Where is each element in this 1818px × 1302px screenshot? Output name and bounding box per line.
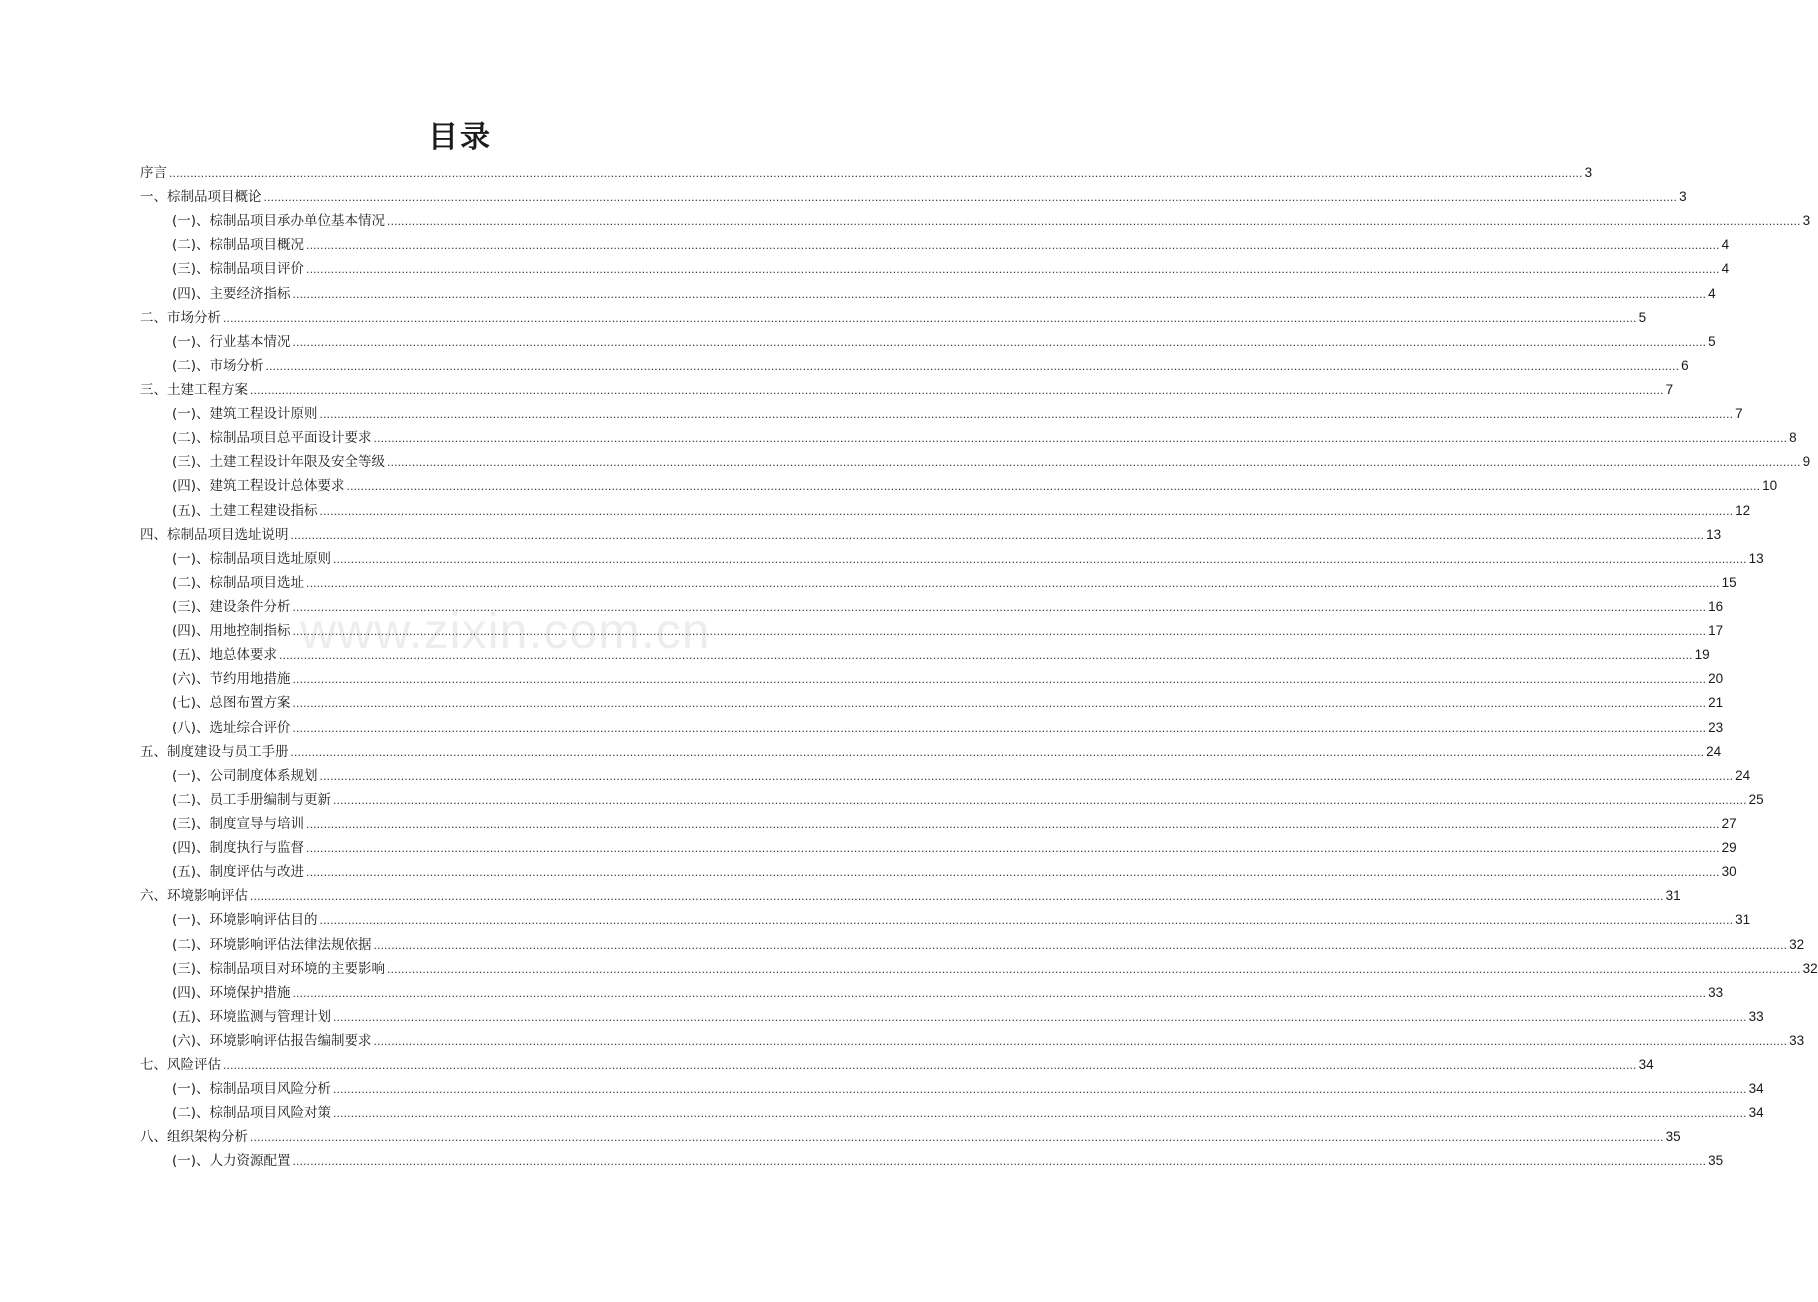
toc-entry-label: (一)、人力资源配置 [172, 1153, 291, 1170]
toc-entry-page-number: 15 [1721, 574, 1737, 590]
toc-entry-page-number: 32 [1802, 960, 1818, 976]
toc-entry-page-number: 10 [1762, 478, 1778, 494]
toc-entry[interactable] [140, 860, 1737, 884]
toc-dot-leader: ................................................................................................................................................................................................................................................................................................................................................................................................................ [373, 431, 1788, 446]
page-title: 目录 [428, 120, 492, 155]
toc-dot-leader: ................................................................................................................................................................................................................................................................................................................................................................................................................ [250, 382, 1664, 397]
toc-entry[interactable] [140, 595, 1724, 619]
toc-dot-leader: ................................................................................................................................................................................................................................................................................................................................................................................................................ [333, 1082, 1747, 1097]
toc-entry[interactable] [140, 908, 1751, 932]
toc-dot-leader: ................................................................................................................................................................................................................................................................................................................................................................................................................ [223, 310, 1637, 325]
toc-entry-label: 三、土建工程方案 [140, 381, 248, 398]
toc-entry[interactable] [140, 957, 1818, 981]
toc-entry[interactable] [140, 330, 1716, 354]
toc-dot-leader: ................................................................................................................................................................................................................................................................................................................................................................................................................ [292, 599, 1707, 614]
toc-entry-label: 四、棕制品项目选址说明 [140, 526, 289, 543]
toc-entry-page-number: 9 [1802, 454, 1811, 470]
toc-entry[interactable] [140, 1149, 1724, 1173]
toc-entry-label: (三)、建设条件分析 [172, 598, 291, 615]
toc-entry-label: (一)、环境影响评估目的 [172, 912, 318, 929]
toc-entry[interactable] [140, 1029, 1805, 1053]
toc-entry-page-number: 6 [1681, 357, 1689, 373]
toc-entry[interactable] [140, 233, 1730, 257]
watermark: www.zixin.com.cn [300, 603, 711, 659]
toc-entry-page-number: 16 [1708, 598, 1724, 614]
toc-dot-leader: ................................................................................................................................................................................................................................................................................................................................................................................................................ [387, 214, 1801, 229]
toc-entry-page-number: 32 [1789, 936, 1805, 952]
toc-dot-leader: ................................................................................................................................................................................................................................................................................................................................................................................................................ [292, 985, 1707, 1000]
toc-entry[interactable] [140, 571, 1737, 595]
toc-dot-leader: ................................................................................................................................................................................................................................................................................................................................................................................................................ [292, 1154, 1707, 1169]
toc-dot-leader: ................................................................................................................................................................................................................................................................................................................................................................................................................ [306, 238, 1720, 253]
toc-entry-page-number: 33 [1748, 1008, 1764, 1024]
toc-entry-label: (七)、总图布置方案 [172, 695, 291, 712]
toc-entry[interactable] [140, 1101, 1764, 1125]
toc-dot-leader: ................................................................................................................................................................................................................................................................................................................................................................................................................ [292, 286, 1707, 301]
toc-entry[interactable] [140, 306, 1647, 330]
toc-entry[interactable] [140, 812, 1737, 836]
toc-entry-page-number: 34 [1748, 1081, 1764, 1097]
toc-entry-page-number: 4 [1721, 237, 1730, 253]
toc-dot-leader: ................................................................................................................................................................................................................................................................................................................................................................................................................ [306, 816, 1720, 831]
toc-entry-page-number: 27 [1721, 815, 1737, 831]
toc-dot-leader: ................................................................................................................................................................................................................................................................................................................................................................................................................ [292, 672, 1707, 687]
toc-entry-page-number: 13 [1706, 526, 1722, 542]
toc-dot-leader: ................................................................................................................................................................................................................................................................................................................................................................................................................ [290, 527, 1705, 542]
toc-dot-leader: ................................................................................................................................................................................................................................................................................................................................................................................................................ [333, 1009, 1747, 1024]
toc-dot-leader: ................................................................................................................................................................................................................................................................................................................................................................................................................ [306, 841, 1720, 856]
toc-entry-page-number: 20 [1708, 671, 1724, 687]
toc-entry-label: (六)、环境影响评估报告编制要求 [172, 1032, 372, 1049]
toc-entry[interactable] [140, 1053, 1654, 1077]
toc-entry-label: (一)、棕制品项目选址原则 [172, 550, 332, 567]
toc-entry-page-number: 12 [1735, 502, 1751, 518]
toc-entry-label: (四)、环境保护措施 [172, 984, 291, 1001]
toc-entry-label: 七、风险评估 [140, 1057, 221, 1074]
toc-entry-label: (三)、棕制品项目评价 [172, 261, 305, 278]
toc-entry-page-number: 4 [1708, 285, 1716, 301]
toc-entry[interactable] [140, 282, 1716, 306]
toc-entry-page-number: 35 [1665, 1129, 1681, 1145]
toc-entry-page-number: 7 [1665, 381, 1674, 397]
toc-entry-label: (一)、行业基本情况 [172, 333, 291, 350]
toc-entry[interactable] [140, 788, 1764, 812]
toc-dot-leader: ................................................................................................................................................................................................................................................................................................................................................................................................................ [373, 1033, 1788, 1048]
toc-entry-label: 一、棕制品项目概论 [140, 189, 262, 206]
toc-entry-label: (六)、节约用地措施 [172, 671, 291, 688]
toc-entry-label: (二)、环境影响评估法律法规依据 [172, 936, 372, 953]
toc-entry-page-number: 5 [1638, 309, 1647, 325]
toc-entry-label: (二)、棕制品项目风险对策 [172, 1105, 332, 1122]
toc-dot-leader: ................................................................................................................................................................................................................................................................................................................................................................................................................ [263, 190, 1678, 205]
toc-dot-leader: ................................................................................................................................................................................................................................................................................................................................................................................................................ [319, 768, 1734, 783]
toc-entry-label: (五)、制度评估与改进 [172, 864, 305, 881]
toc-entry-label: (五)、土建工程建设指标 [172, 502, 318, 519]
toc-dot-leader: ................................................................................................................................................................................................................................................................................................................................................................................................................ [387, 455, 1801, 470]
toc-entry-page-number: 31 [1665, 888, 1681, 904]
toc-dot-leader: ................................................................................................................................................................................................................................................................................................................................................................................................................ [319, 407, 1734, 422]
toc-entry[interactable] [140, 691, 1724, 715]
toc-entry-page-number: 5 [1708, 333, 1716, 349]
toc-dot-leader: ................................................................................................................................................................................................................................................................................................................................................................................................................ [292, 334, 1707, 349]
toc-entry-page-number: 33 [1789, 1032, 1805, 1048]
toc-entry[interactable] [140, 981, 1724, 1005]
toc-entry-label: 六、环境影响评估 [140, 888, 248, 905]
toc-entry-label: (一)、建筑工程设计原则 [172, 406, 318, 423]
toc-dot-leader: ................................................................................................................................................................................................................................................................................................................................................................................................................ [319, 913, 1734, 928]
toc-entry[interactable] [140, 209, 1811, 233]
toc-dot-leader: ................................................................................................................................................................................................................................................................................................................................................................................................................ [306, 262, 1720, 277]
toc-entry-page-number: 8 [1789, 430, 1797, 446]
toc-entry[interactable] [140, 667, 1724, 691]
toc-entry[interactable] [140, 1077, 1764, 1101]
toc-entry-page-number: 19 [1694, 647, 1710, 663]
toc-dot-leader: ................................................................................................................................................................................................................................................................................................................................................................................................................ [306, 865, 1720, 880]
toc-entry[interactable] [140, 884, 1681, 908]
toc-entry-label: (二)、棕制品项目总平面设计要求 [172, 430, 372, 447]
toc-dot-leader: ................................................................................................................................................................................................................................................................................................................................................................................................................ [290, 744, 1705, 759]
table-of-contents [140, 161, 1818, 1174]
toc-entry-label: (一)、棕制品项目风险分析 [172, 1081, 332, 1098]
toc-dot-leader: ................................................................................................................................................................................................................................................................................................................................................................................................................ [265, 358, 1680, 373]
toc-dot-leader: ................................................................................................................................................................................................................................................................................................................................................................................................................ [333, 792, 1747, 807]
toc-dot-leader: ................................................................................................................................................................................................................................................................................................................................................................................................................ [250, 889, 1664, 904]
toc-entry-label: (四)、用地控制指标 [172, 623, 291, 640]
toc-entry-label: 序言 [140, 165, 167, 181]
toc-entry-page-number: 4 [1721, 261, 1730, 277]
toc-entry[interactable] [140, 257, 1730, 281]
toc-entry[interactable] [140, 161, 1593, 185]
toc-entry[interactable] [140, 402, 1743, 426]
toc-entry-label: (二)、棕制品项目选址 [172, 574, 305, 591]
toc-entry[interactable] [140, 933, 1805, 957]
toc-entry-page-number: 29 [1721, 840, 1737, 856]
toc-entry-page-number: 34 [1748, 1105, 1764, 1121]
toc-dot-leader: ................................................................................................................................................................................................................................................................................................................................................................................................................ [319, 503, 1734, 518]
toc-entry-page-number: 17 [1708, 623, 1724, 639]
toc-entry[interactable] [140, 499, 1751, 523]
toc-entry-page-number: 21 [1708, 695, 1724, 711]
toc-entry-page-number: 35 [1708, 1153, 1724, 1169]
toc-dot-leader: ................................................................................................................................................................................................................................................................................................................................................................................................................ [250, 1130, 1664, 1145]
toc-entry-label: (四)、建筑工程设计总体要求 [172, 478, 345, 495]
toc-entry-page-number: 33 [1708, 984, 1724, 1000]
toc-entry-page-number: 24 [1735, 767, 1751, 783]
toc-dot-leader: ................................................................................................................................................................................................................................................................................................................................................................................................................ [223, 1058, 1637, 1073]
toc-entry-page-number: 23 [1708, 719, 1724, 735]
toc-entry[interactable] [140, 474, 1778, 498]
toc-entry-label: (八)、选址综合评价 [172, 719, 291, 736]
toc-entry-label: (三)、制度宣导与培训 [172, 815, 305, 832]
toc-entry-label: (一)、公司制度体系规划 [172, 767, 318, 784]
toc-entry-page-number: 34 [1638, 1057, 1654, 1073]
toc-entry-label: (三)、棕制品项目对环境的主要影响 [172, 960, 386, 977]
toc-entry-page-number: 30 [1721, 864, 1737, 880]
toc-entry-page-number: 3 [1679, 189, 1687, 205]
toc-dot-leader: ................................................................................................................................................................................................................................................................................................................................................................................................................ [333, 1106, 1747, 1121]
toc-dot-leader: ................................................................................................................................................................................................................................................................................................................................................................................................................ [169, 166, 1583, 180]
toc-entry-page-number: 31 [1735, 912, 1751, 928]
toc-entry[interactable] [140, 619, 1724, 643]
toc-entry-label: (三)、土建工程设计年限及安全等级 [172, 454, 386, 471]
toc-entry-label: (二)、棕制品项目概况 [172, 237, 305, 254]
toc-entry-label: (二)、市场分析 [172, 357, 264, 374]
toc-entry[interactable] [140, 450, 1811, 474]
toc-entry-label: 二、市场分析 [140, 309, 221, 326]
toc-entry[interactable] [140, 523, 1722, 547]
toc-entry-page-number: 7 [1735, 406, 1743, 422]
toc-entry-label: (四)、主要经济指标 [172, 285, 291, 302]
toc-entry-page-number: 24 [1706, 743, 1722, 759]
toc-dot-leader: ................................................................................................................................................................................................................................................................................................................................................................................................................ [292, 720, 1707, 735]
toc-entry[interactable] [140, 185, 1687, 209]
toc-entry-label: (五)、环境监测与管理计划 [172, 1008, 332, 1025]
toc-entry-label: (二)、员工手册编制与更新 [172, 791, 332, 808]
toc-entry-label: 五、制度建设与员工手册 [140, 743, 289, 760]
toc-entry-page-number: 3 [1802, 213, 1811, 229]
toc-entry[interactable] [140, 426, 1797, 450]
toc-entry[interactable] [140, 740, 1722, 764]
toc-entry[interactable] [140, 643, 1710, 667]
toc-entry-label: (四)、制度执行与监督 [172, 840, 305, 857]
toc-entry-page-number: 3 [1584, 165, 1593, 180]
toc-entry[interactable] [140, 764, 1751, 788]
toc-entry[interactable] [140, 1005, 1764, 1029]
toc-dot-leader: ................................................................................................................................................................................................................................................................................................................................................................................................................ [279, 648, 1693, 663]
toc-dot-leader: ................................................................................................................................................................................................................................................................................................................................................................................................................ [333, 551, 1747, 566]
toc-entry[interactable] [140, 1125, 1681, 1149]
toc-entry[interactable] [140, 547, 1764, 571]
toc-entry[interactable] [140, 378, 1674, 402]
toc-dot-leader: ................................................................................................................................................................................................................................................................................................................................................................................................................ [306, 575, 1720, 590]
toc-dot-leader: ................................................................................................................................................................................................................................................................................................................................................................................................................ [346, 479, 1761, 494]
toc-entry-page-number: 13 [1748, 550, 1764, 566]
toc-entry[interactable] [140, 836, 1737, 860]
toc-dot-leader: ................................................................................................................................................................................................................................................................................................................................................................................................................ [292, 696, 1707, 711]
toc-dot-leader: ................................................................................................................................................................................................................................................................................................................................................................................................................ [387, 961, 1801, 976]
toc-entry-page-number: 25 [1748, 791, 1764, 807]
toc-entry[interactable] [140, 354, 1689, 378]
toc-entry-label: 八、组织架构分析 [140, 1129, 248, 1146]
toc-entry-label: (五)、地总体要求 [172, 647, 278, 664]
toc-entry[interactable] [140, 716, 1724, 740]
toc-dot-leader: ................................................................................................................................................................................................................................................................................................................................................................................................................ [292, 624, 1707, 639]
toc-dot-leader: ................................................................................................................................................................................................................................................................................................................................................................................................................ [373, 937, 1788, 952]
toc-entry-label: (一)、棕制品项目承办单位基本情况 [172, 213, 386, 230]
